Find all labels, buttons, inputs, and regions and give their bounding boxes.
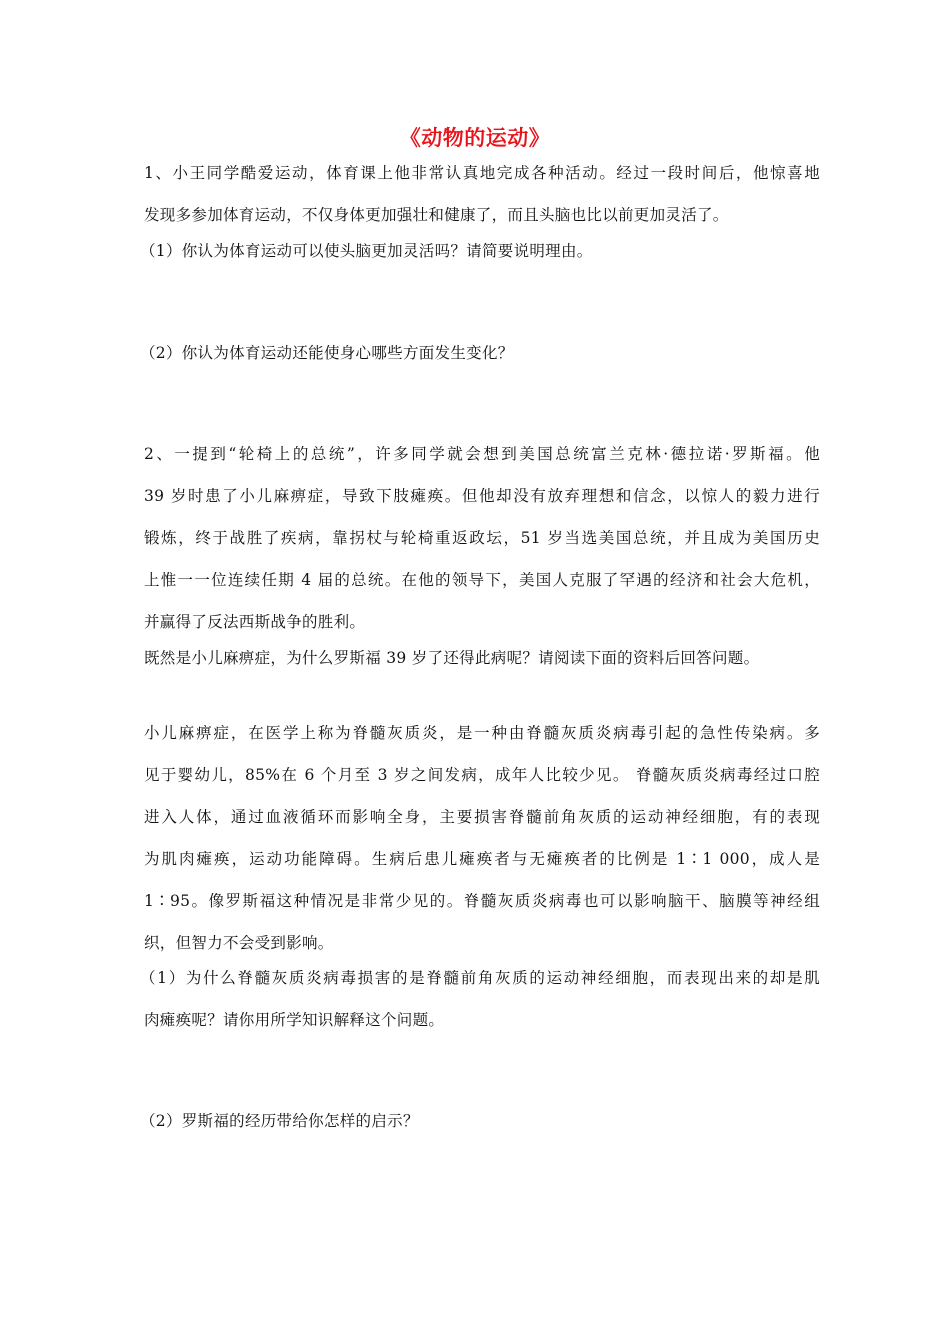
- q2-line-1: 2、一提到“轮椅上的总统”，许多同学就会想到美国总统富兰克林·德拉诺·罗斯福。他: [144, 445, 820, 463]
- q2-line-3: 锻炼，终于战胜了疾病，靠拐杖与轮椅重返政坛，51 岁当选美国总统，并且成为美国历史: [144, 529, 820, 547]
- q2-question: 既然是小儿麻痹症，为什么罗斯福 39 岁了还得此病呢？请阅读下面的资料后回答问题。: [144, 649, 760, 667]
- q1-sub-question-1: （1）你认为体育运动可以使头脑更加灵活吗？请简要说明理由。: [140, 242, 593, 260]
- page-title: 《动物的运动》: [399, 126, 551, 150]
- material-line-6: 织，但智力不会受到影响。: [144, 934, 334, 952]
- q2-line-2: 39 岁时患了小儿麻痹症，导致下肢瘫痪。但他却没有放弃理想和信念，以惊人的毅力进行: [144, 487, 820, 505]
- q2-sub-question-1-line-2: 肉瘫痪呢？请你用所学知识解释这个问题。: [144, 1011, 445, 1029]
- q1-sub-question-2: （2）你认为体育运动还能使身心哪些方面发生变化？: [140, 344, 514, 362]
- q2-sub-question-1-line-1: （1）为什么脊髓灰质炎病毒损害的是脊髓前角灰质的运动神经细胞，而表现出来的却是肌: [140, 969, 820, 987]
- q1-line-2: 发现多参加体育运动，不仅身体更加强壮和健康了，而且头脑也比以前更加灵活了。: [144, 206, 729, 224]
- q2-line-4: 上惟一一位连续任期 4 届的总统。在他的领导下，美国人克服了罕遇的经济和社会大危机，: [144, 571, 820, 589]
- q2-line-5: 并赢得了反法西斯战争的胜利。: [144, 613, 366, 631]
- q1-line-1: 1、小王同学酷爱运动，体育课上他非常认真地完成各种活动。经过一段时间后，他惊喜地: [144, 164, 820, 182]
- material-line-5: 1∶95。像罗斯福这种情况是非常少见的。脊髓灰质炎病毒也可以影响脑干、脑膜等神经组: [144, 892, 820, 910]
- material-line-2: 见于婴幼儿，85%在 6 个月至 3 岁之间发病，成年人比较少见。 脊髓灰质炎病毒经过口腔: [144, 766, 820, 784]
- material-line-3: 进入人体，通过血液循环而影响全身，主要损害脊髓前角灰质的运动神经细胞，有的表现: [144, 808, 820, 826]
- material-line-4: 为肌肉瘫痪，运动功能障碍。生病后患儿瘫痪者与无瘫痪者的比例是 1∶1 000，成人是: [144, 850, 820, 868]
- material-line-1: 小儿麻痹症，在医学上称为脊髓灰质炎，是一种由脊髓灰质炎病毒引起的急性传染病。多: [144, 724, 820, 742]
- q2-sub-question-2: （2）罗斯福的经历带给你怎样的启示？: [140, 1112, 419, 1130]
